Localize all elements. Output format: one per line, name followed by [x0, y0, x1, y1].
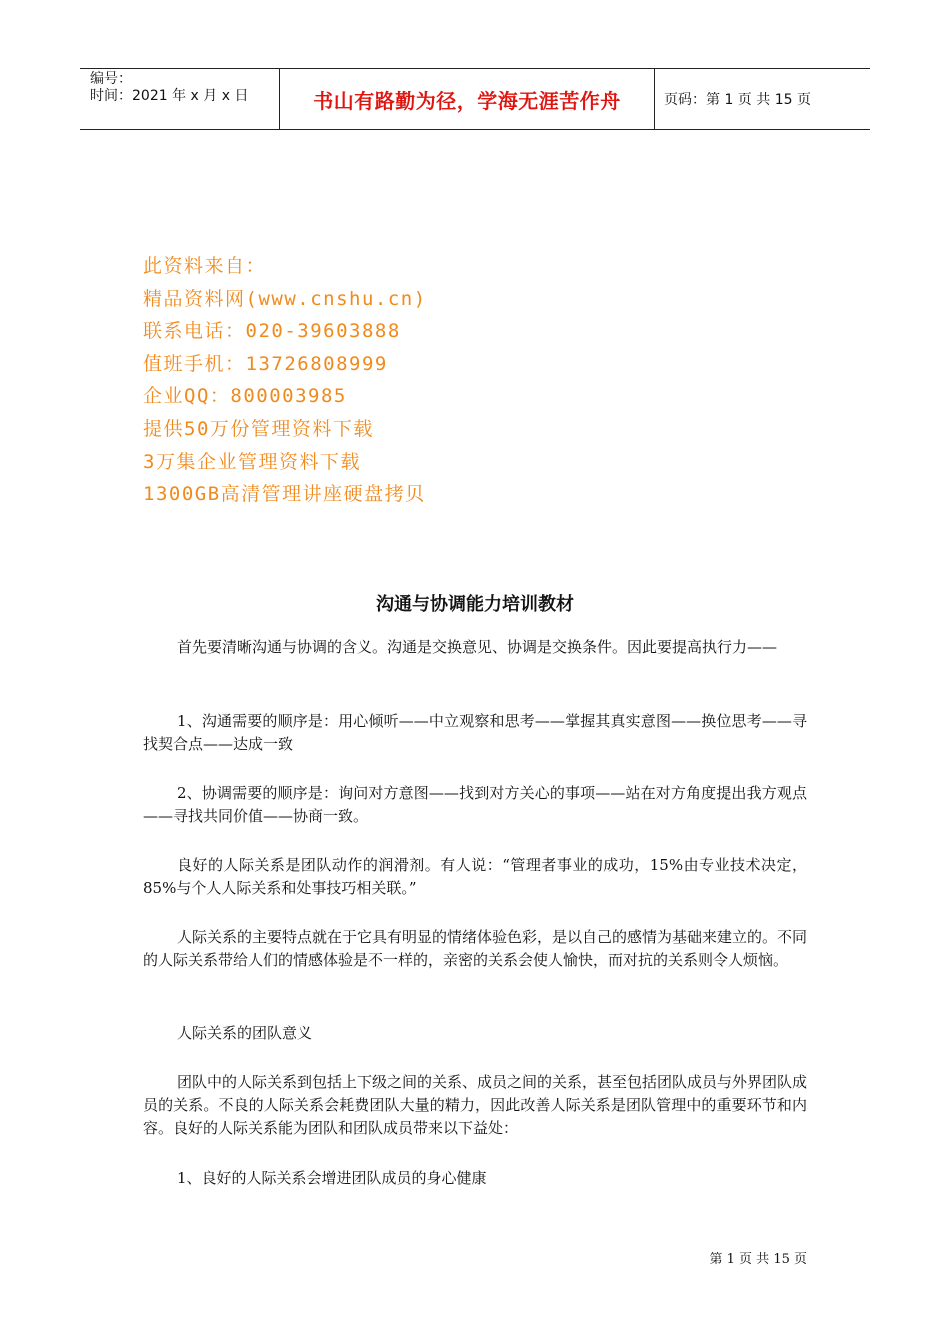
paragraph: 良好的人际关系是团队动作的润滑剂。有人说：“管理者事业的成功，15%由专业技术决定，85%与个人人际关系和处事技巧相关联。”: [143, 856, 807, 897]
time-label: 时间：2021 年 x 月 x 日: [90, 88, 249, 104]
ad-line: 提供50万份管理资料下载: [143, 417, 374, 440]
number-label: 编号：: [90, 71, 132, 87]
section-heading: 人际关系的团队意义: [177, 1024, 313, 1042]
header-meta: [80, 69, 280, 129]
header-page-number: 页码：第 1 页 共 15 页: [664, 92, 811, 108]
paragraph: 1、沟通需要的顺序是：用心倾听——中立观察和思考——掌握其真实意图——换位思考——寻找契合点——达成一致: [143, 712, 807, 753]
ad-block: [143, 250, 427, 511]
header-motto: 书山有路勤为径，学海无涯苦作舟: [280, 69, 655, 129]
page-header: [80, 68, 870, 130]
paragraph: 2、协调需要的顺序是：询问对方意图——找到对方关心的事项——站在对方角度提出我方观点——寻找共同价值——协商一致。: [143, 784, 807, 825]
ad-line: 企业QQ：800003985: [143, 385, 347, 408]
ad-line: 1300GB高清管理讲座硬盘拷贝: [143, 483, 426, 506]
document-title: 沟通与协调能力培训教材: [376, 594, 574, 615]
paragraph: 团队中的人际关系到包括上下级之间的关系、成员之间的关系，甚至包括团队成员与外界团队成员的关系。不良的人际关系会耗费团队大量的精力，因此改善人际关系是团队管理中的重要环节和内容。良好的人际关系能为团队和团队成员带来以下益处：: [143, 1073, 808, 1137]
ad-line: 值班手机：13726808999: [143, 352, 388, 375]
ad-line: 精品资料网(www.cnshu.cn): [143, 287, 427, 310]
page-footer: 第 1 页 共 15 页: [709, 1252, 807, 1267]
ad-line: 联系电话：020-39603888: [143, 320, 401, 343]
paragraph: 人际关系的主要特点就在于它具有明显的情绪体验色彩，是以自己的感情为基础来建立的。不同的人际关系带给人们的情感体验是不一样的，亲密的关系会使人愉快，而对抗的关系则令人烦恼。: [143, 928, 808, 969]
paragraph: 首先要清晰沟通与协调的含义。沟通是交换意见、协调是交换条件。因此要提高执行力——: [177, 638, 778, 656]
ad-line: 此资料来自：: [143, 255, 267, 277]
list-item: 1、良好的人际关系会增进团队成员的身心健康: [177, 1169, 487, 1187]
ad-line: 3万集企业管理资料下载: [143, 450, 361, 473]
